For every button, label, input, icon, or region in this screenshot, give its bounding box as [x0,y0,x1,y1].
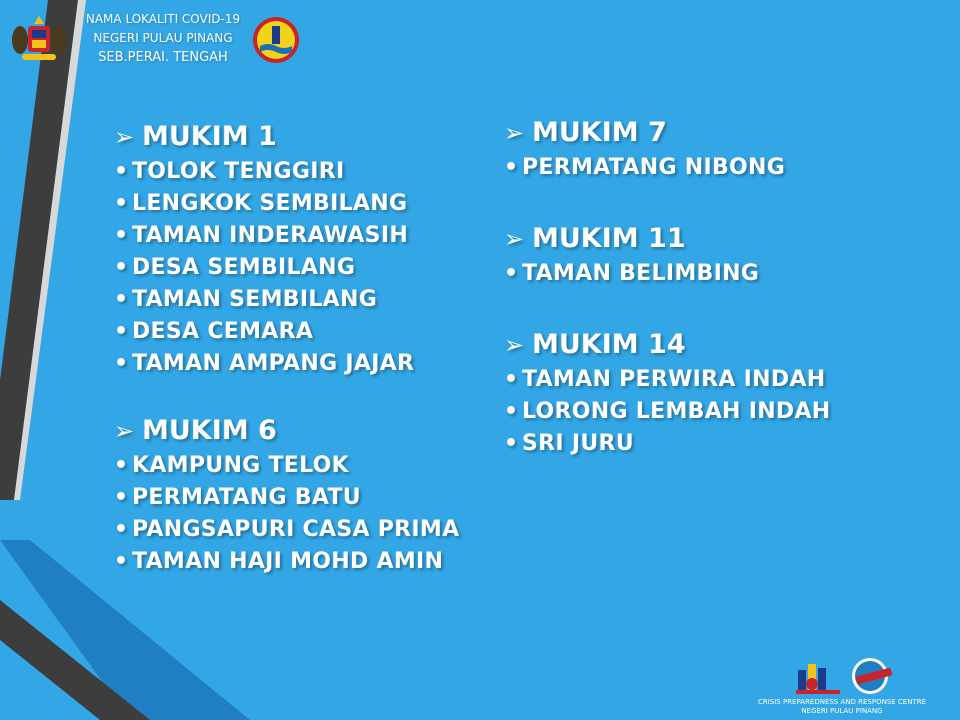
arrow-bullet-icon: ➢ [504,331,525,359]
heading-label: MUKIM 11 [532,223,686,254]
bullet: • [114,159,129,184]
item-label: SRI JURU [522,431,634,456]
header-line-3: SEB.PERAI. TENGAH [98,50,228,65]
section-spacer [504,290,831,326]
list-item [114,188,459,220]
list-item [114,284,459,316]
pulau-pinang-crest-icon [252,16,300,64]
section-heading [114,118,459,156]
bullet: • [114,255,129,280]
item-label: PERMATANG BATU [132,485,361,510]
list-item [504,396,831,428]
bullet: • [114,549,129,574]
list-item [504,258,831,290]
footer-line-2: NEGERI PULAU PINANG [801,707,883,715]
item-label: KAMPUNG TELOK [132,453,350,478]
section-mukim-6 [114,412,459,578]
item-label: PERMATANG NIBONG [522,155,786,180]
stripe-dark-top [0,0,78,500]
bullet: • [504,155,519,180]
header-line-2: NEGERI PULAU PINANG [93,31,233,45]
arrow-bullet-icon: ➢ [504,225,525,253]
list-item [114,316,459,348]
bullet: • [114,287,129,312]
item-label: LORONG LEMBAH INDAH [522,399,831,424]
section-heading [504,220,831,258]
covid-logo-icon [852,658,892,694]
section-mukim-11 [504,220,831,290]
malaysia-coat-of-arms-icon [8,12,70,68]
section-heading [504,114,831,152]
heading-label: MUKIM 1 [142,121,277,152]
heading-label: MUKIM 14 [532,329,686,360]
item-label: TAMAN INDERAWASIH [132,223,409,248]
bullet: • [504,261,519,286]
item-label: PANGSAPURI CASA PRIMA [132,517,460,542]
item-label: TAMAN SEMBILANG [132,287,378,312]
section-spacer [504,184,831,220]
bullet: • [504,399,519,424]
left-column [114,118,459,578]
bullet: • [114,351,129,376]
list-item [504,152,831,184]
section-spacer [114,380,459,412]
item-label: DESA SEMBILANG [132,255,356,280]
section-mukim-1 [114,118,459,380]
item-label: TAMAN BELIMBING [522,261,760,286]
item-label: DESA CEMARA [132,319,314,344]
cprc-logo-icon [796,664,840,694]
bullet: • [114,191,129,216]
bullet: • [114,223,129,248]
section-mukim-14 [504,326,831,460]
bullet: • [504,431,519,456]
arrow-bullet-icon: ➢ [114,417,135,445]
list-item [114,156,459,188]
arrow-bullet-icon: ➢ [504,119,525,147]
bullet: • [114,319,129,344]
list-item [114,252,459,284]
header-title-block [76,10,250,67]
item-label: TAMAN AMPANG JAJAR [132,351,415,376]
item-label: LENGKOK SEMBILANG [132,191,408,216]
footer-text [732,698,952,716]
bullet: • [114,517,129,542]
list-item [114,482,459,514]
arrow-bullet-icon: ➢ [114,123,135,151]
item-label: TAMAN HAJI MOHD AMIN [132,549,444,574]
bullet: • [114,485,129,510]
heading-label: MUKIM 7 [532,117,667,148]
list-item [504,364,831,396]
list-item [114,546,459,578]
section-heading [114,412,459,450]
right-column [504,114,831,460]
footer-logos [796,656,896,696]
bullet: • [114,453,129,478]
list-item [114,450,459,482]
list-item [114,514,459,546]
heading-label: MUKIM 6 [142,415,277,446]
header-line-1: NAMA LOKALITI COVID-19 [85,12,241,26]
item-label: TOLOK TENGGIRI [132,159,345,184]
footer-line-1: CRISIS PREPAREDNESS AND RESPONSE CENTRE [757,698,927,706]
list-item [114,348,459,380]
bullet: • [504,367,519,392]
list-item [114,220,459,252]
item-label: TAMAN PERWIRA INDAH [522,367,826,392]
section-heading [504,326,831,364]
section-mukim-7 [504,114,831,184]
list-item [504,428,831,460]
